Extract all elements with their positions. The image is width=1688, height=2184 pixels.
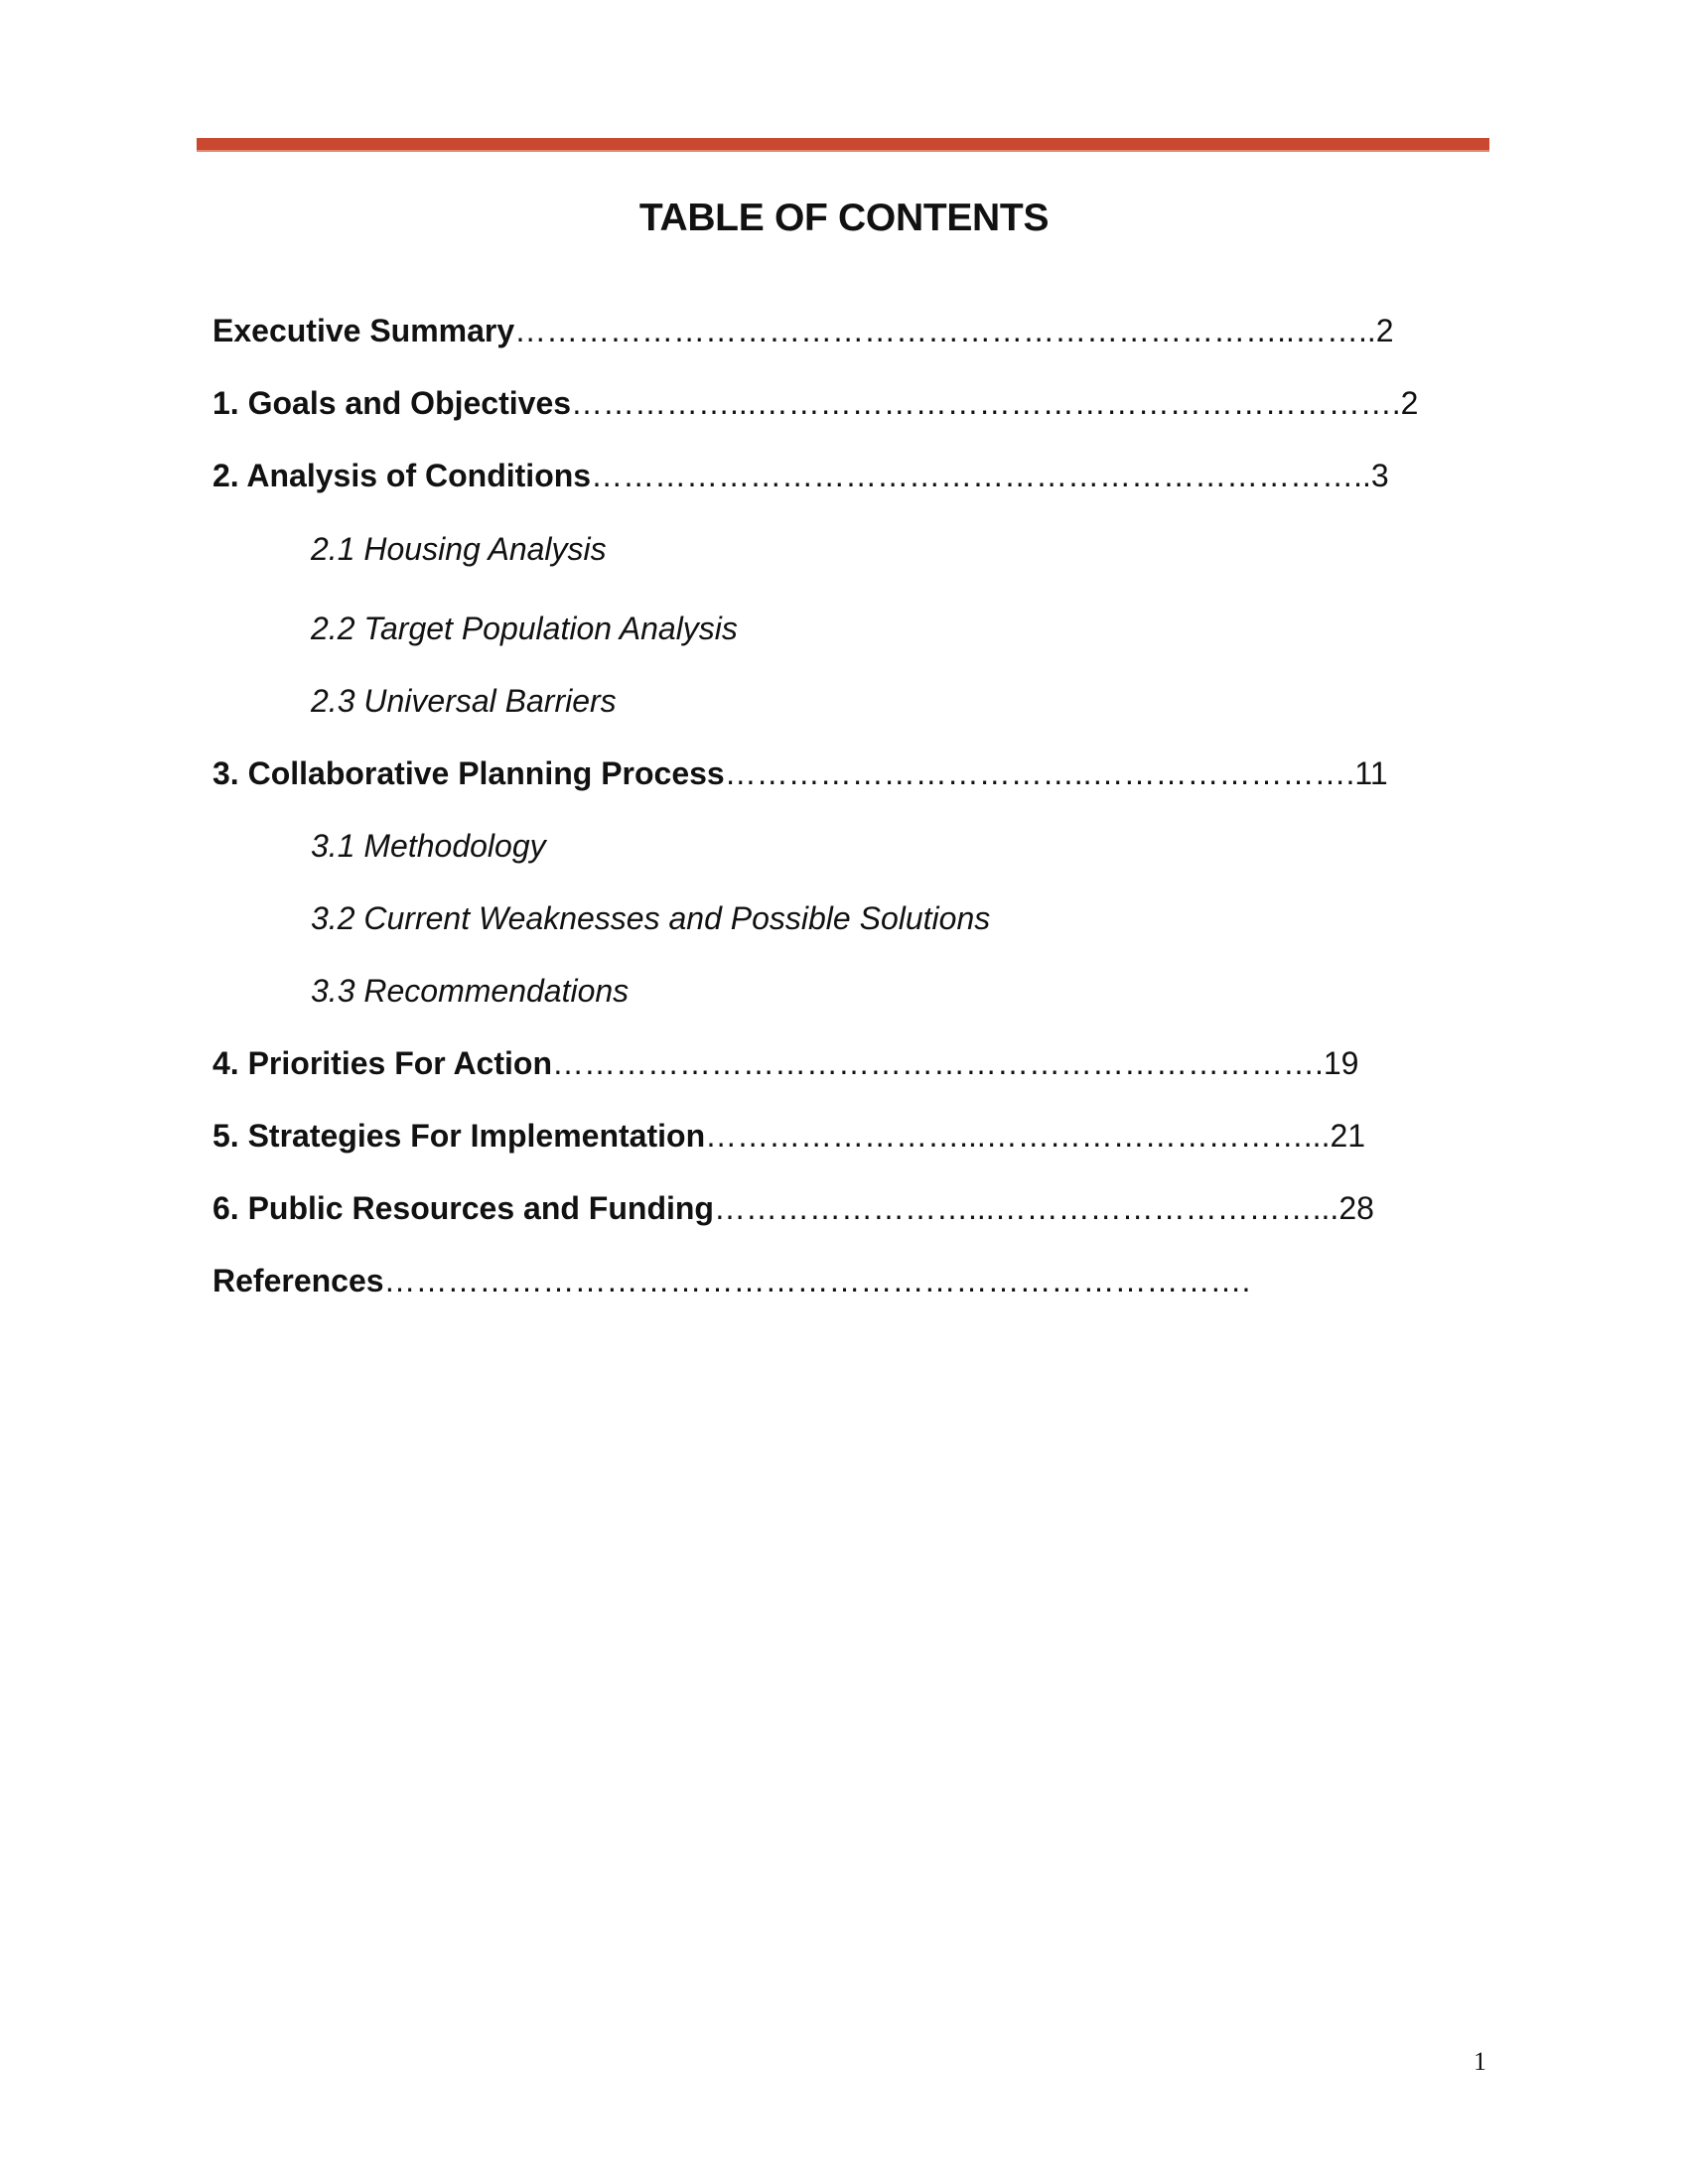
toc-entry-label: 4. Priorities For Action xyxy=(212,1045,552,1081)
toc-subentry-recommendations[interactable]: 3.3 Recommendations xyxy=(311,973,630,1009)
toc-entry-collaborative-planning[interactable] xyxy=(212,751,1388,796)
toc-page-number: 21 xyxy=(1330,1118,1366,1154)
toc-page-number: 3 xyxy=(1370,458,1389,493)
toc-subentry-housing-analysis[interactable]: 2.1 Housing Analysis xyxy=(311,531,607,567)
toc-entry-strategies-implementation[interactable] xyxy=(212,1113,1365,1159)
toc-page-number: 19 xyxy=(1323,1045,1359,1081)
toc-entry-label: 2. Analysis of Conditions xyxy=(212,458,592,493)
toc-leader: ……………………...…………………………... xyxy=(713,1190,1339,1226)
toc-entry-label: Executive Summary xyxy=(212,313,515,348)
toc-entry-label: 1. Goals and Objectives xyxy=(212,385,572,421)
toc-entry-label: 5. Strategies For Implementation xyxy=(212,1118,706,1154)
toc-page-number: 2 xyxy=(1375,313,1394,348)
toc-leader: ………………………………………………………………………. xyxy=(383,1263,1251,1298)
toc-entry-public-resources[interactable] xyxy=(212,1185,1374,1231)
toc-leader: ………………………………………………………………. xyxy=(551,1045,1324,1081)
toc-entry-references[interactable] xyxy=(212,1258,1250,1303)
toc-subentry-target-population[interactable]: 2.2 Target Population Analysis xyxy=(311,611,738,646)
toc-leader: ……………...……………………………………………………. xyxy=(571,385,1401,421)
toc-page-number: 2 xyxy=(1400,385,1419,421)
toc-entry-priorities-action[interactable] xyxy=(212,1040,1358,1086)
toc-leader: ……………………………..……………………. xyxy=(724,755,1355,791)
page-title: TABLE OF CONTENTS xyxy=(638,197,1050,239)
toc-entry-goals-objectives[interactable] xyxy=(212,380,1418,426)
toc-entry-analysis-conditions[interactable] xyxy=(212,453,1389,498)
toc-entry-label: 3. Collaborative Planning Process xyxy=(212,755,725,791)
page-number: 1 xyxy=(1474,2047,1486,2076)
toc-page-number: 28 xyxy=(1338,1190,1374,1226)
toc-entry-executive-summary[interactable] xyxy=(212,308,1394,353)
toc-page-number: 11 xyxy=(1354,755,1388,791)
toc-entry-label: References xyxy=(212,1263,384,1298)
toc-subentry-weaknesses-solutions[interactable]: 3.2 Current Weaknesses and Possible Solutions xyxy=(311,900,991,936)
toc-leader: ………………………………………………………………..…….. xyxy=(514,313,1376,348)
toc-subentry-methodology[interactable]: 3.1 Methodology xyxy=(311,828,546,864)
toc-leader: ……………………...…………………………... xyxy=(705,1118,1331,1154)
header-rule xyxy=(197,138,1489,152)
toc-subentry-universal-barriers[interactable]: 2.3 Universal Barriers xyxy=(311,683,617,719)
toc-leader: ……………………………………………………………….. xyxy=(591,458,1371,493)
toc-entry-label: 6. Public Resources and Funding xyxy=(212,1190,714,1226)
